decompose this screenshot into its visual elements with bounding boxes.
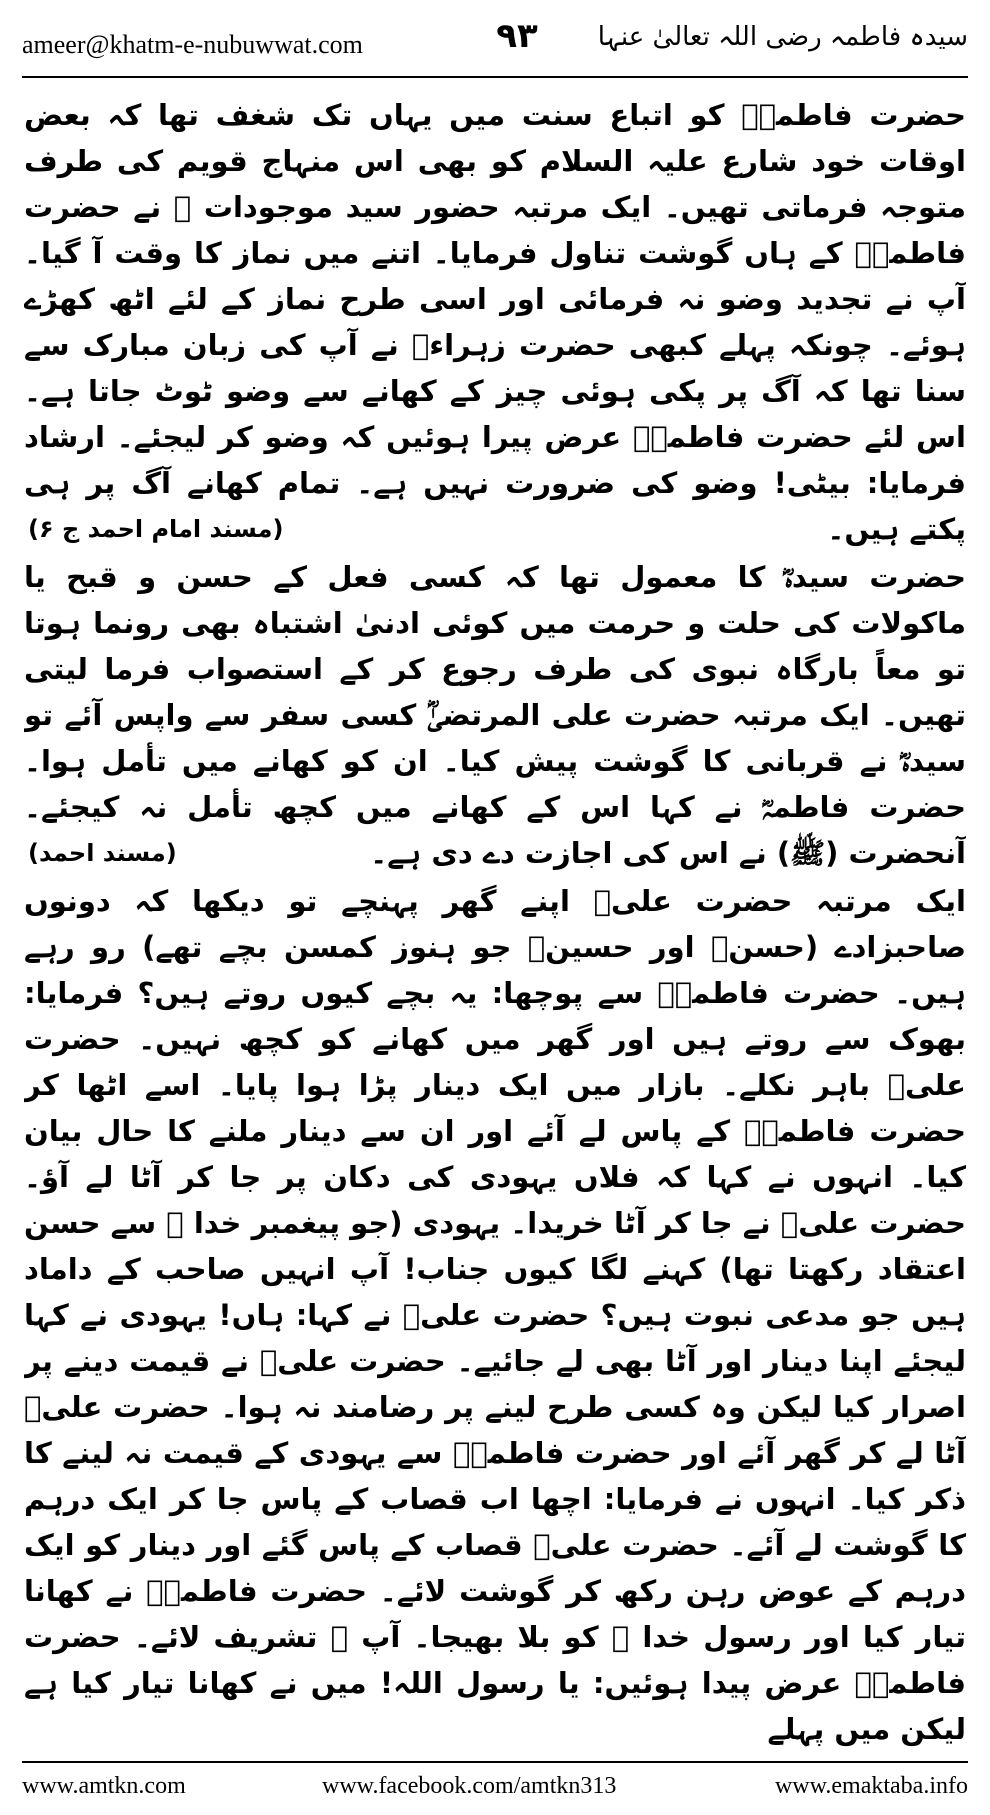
paragraph-2-text: حضرت سیدہؓ کا معمول تھا کہ کسی فعل کے حسن و قبح یا ماکولات کی حلت و حرمت میں کوئی ادنیٰ اشتباہ بھی رونما ہوتا تو معاً بارگاہ نبوی کی طرف رجوع کر کے استصواب فرما لیتی تھیں۔ ایک مرتبہ حضرت علی المرتضیٰؓ کسی سفر سے واپس آئے تو سیدہؓ نے قربانی کا گوشت پیش کیا۔ ان کو کھانے میں تأمل ہوا۔ حضرت فاطمہؓ نے کہا اس کے کھانے میں کچھ تأمل نہ کیجئے۔ آنحضرت (ﷺ) نے اس کی اجازت دے دی ہے۔ bbox=[24, 560, 966, 870]
page-header bbox=[22, 10, 968, 78]
header-email: ameer@khatm-e-nubuwwat.com bbox=[22, 30, 363, 59]
footer-facebook-link[interactable]: www.facebook.com/amtkn313 bbox=[322, 1773, 617, 1799]
page-footer bbox=[22, 1761, 968, 1807]
footer-emaktaba-link[interactable]: www.emaktaba.info bbox=[774, 1773, 968, 1799]
paragraph-1-reference: (مسند امام احمد ج ۶) bbox=[28, 515, 284, 543]
paragraph-2 bbox=[24, 554, 966, 876]
footer-website-link[interactable]: www.amtkn.com bbox=[22, 1773, 186, 1799]
page-number: ۹۳ bbox=[496, 16, 538, 56]
book-title: سیدہ فاطمہ رضی اللہ تعالیٰ عنہا bbox=[597, 22, 968, 52]
paragraph-1-text: حضرت فاطمہؓ کو اتباع سنت میں یہاں تک شغف تھا کہ بعض اوقات خود شارع علیہ السلام کو بھی اس منہاج قویم کی طرف متوجہ فرماتی تھیں۔ ایک مرتبہ حضور سید موجودات ﷺ نے حضرت فاطمہؓ کے ہاں گوشت تناول فرمایا۔ اتنے میں نماز کا وقت آ گیا۔ آپ نے تجدید وضو نہ فرمائی اور اسی طرح نماز کے لئے اٹھ کھڑے ہوئے۔ چونکہ پہلے کبھی حضرت زہراءؓ نے آپ کی زبان مبارک سے سنا تھا کہ آگ پر پکی ہوئی چیز کے کھانے سے وضو ٹوٹ جاتا ہے۔ اس لئے حضرت فاطمہؓ عرض پیرا ہوئیں کہ وضو کر لیجئے۔ ارشاد فرمایا: بیٹی! وضو کی ضرورت نہیں ہے۔ تمام کھانے آگ پر ہی پکتے ہیں۔ bbox=[24, 98, 966, 546]
paragraph-2-reference: (مسند احمد) bbox=[28, 839, 177, 867]
paragraph-3 bbox=[24, 878, 966, 1750]
paragraph-1 bbox=[24, 92, 966, 552]
paragraph-3-text: ایک مرتبہ حضرت علیؓ اپنے گھر پہنچے تو دیکھا کہ دونوں صاحبزادے (حسنؓ اور حسینؓ جو ہنوز کمسن بچے تھے) رو رہے ہیں۔ حضرت فاطمہؓ سے پوچھا: یہ بچے کیوں روتے ہیں؟ فرمایا: بھوک سے روتے ہیں اور گھر میں کھانے کو کچھ نہیں۔ حضرت علیؓ باہر نکلے۔ بازار میں ایک دینار پڑا ہوا پایا۔ اسے اٹھا کر حضرت فاطمہؓ کے پاس لے آئے اور ان سے دینار ملنے کا حال بیان کیا۔ انہوں نے کہا کہ فلاں یہودی کی دکان پر جا کر آٹا لے آؤ۔ حضرت علیؓ نے جا کر آٹا خریدا۔ یہودی (جو پیغمبر خدا ﷺ سے حسن اعتقاد رکھتا تھا) کہنے لگا کیوں جناب! آپ انہیں صاحب کے داماد ہیں جو مدعی نبوت ہیں؟ حضرت علیؓ نے کہا: ہاں! یہودی نے کہا لیجئے اپنا دینار اور آٹا بھی لے جائیے۔ حضرت علیؓ نے قیمت دینے پر اصرار کیا لیکن وہ کسی طرح لینے پر رضامند نہ ہوا۔ حضرت علیؓ آٹا لے کر گھر آئے اور حضرت فاطمہؓ سے یہودی کے قیمت نہ لینے کا ذکر کیا۔ انہوں نے فرمایا: اچھا اب قصاب کے پاس جا کر ایک درہم کا گوشت لے آئے۔ حضرت علیؓ قصاب کے پاس گئے اور دینار کو ایک درہم کے عوض رہن رکھ کر گوشت لائے۔ حضرت فاطمہؓ نے کھانا تیار کیا اور رسول خدا ﷺ کو بلا بھیجا۔ آپ ﷺ تشریف لائے۔ حضرت فاطمہؓ عرض پیدا ہوئیں: یا رسول اللہ! میں نے کھانا تیار کیا ہے لیکن میں پہلے bbox=[24, 884, 966, 1746]
page-body bbox=[24, 90, 966, 1750]
